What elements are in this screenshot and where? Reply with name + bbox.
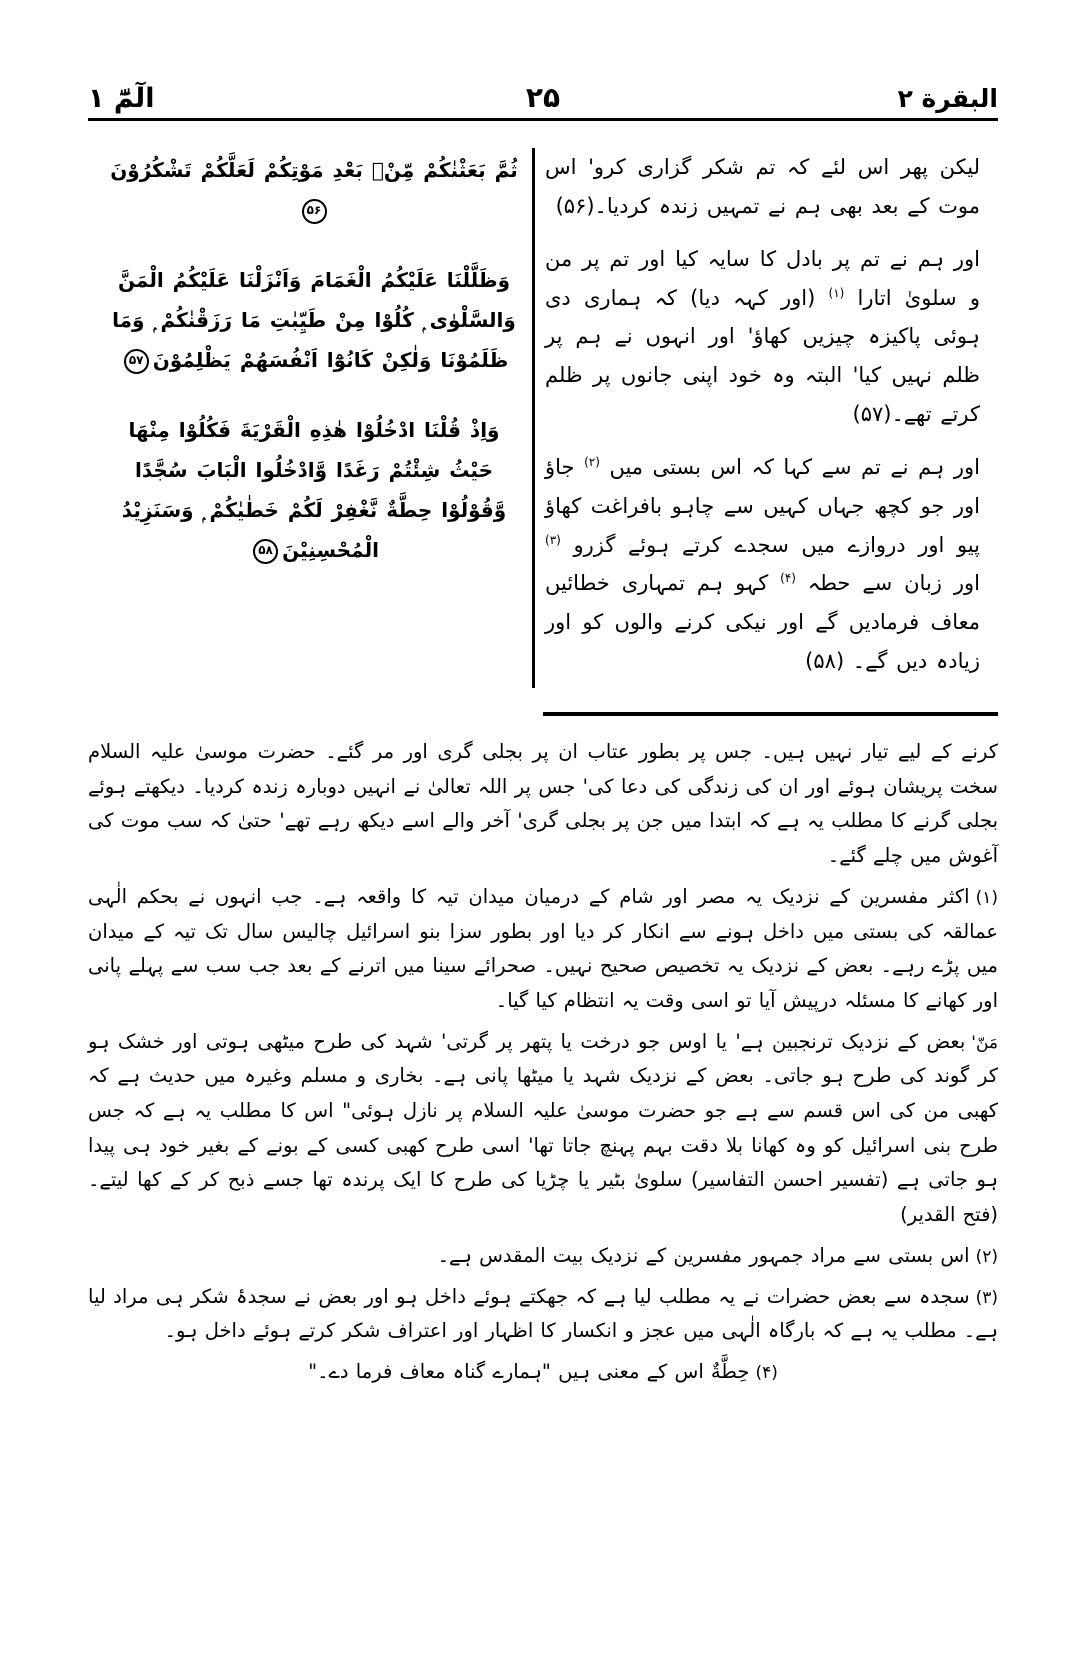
ayah-57	[106, 260, 522, 380]
commentary-section	[88, 735, 998, 1619]
footnote-marker-2: (۲)	[584, 454, 600, 469]
translation-56-text: لیکن پھر اس لئے کہ تم شکر گزاری کرو' اس موت کے بعد بھی ہم نے تمہیں زندہ کردیا۔(۵۶)	[545, 155, 980, 218]
translation-ayah-58	[545, 448, 980, 681]
ayah-56-text: ثُمَّ بَعَثْنٰكُمْ مِّنْۢ بَعْدِ مَوْتِكُمْ لَعَلَّكُمْ تَشْكُرُوْنَ	[110, 158, 518, 182]
note-1-marker: (۱)	[975, 887, 998, 908]
header-surah-label: البقرة ۲	[897, 84, 998, 114]
urdu-translation-column	[539, 140, 998, 695]
footnote-marker-3: (۳)	[545, 532, 561, 547]
commentary-note-1	[88, 880, 998, 1019]
note-2-marker: (۲)	[975, 1246, 998, 1267]
translation-58-text-a: اور ہم نے تم سے کہا کہ اس بستی میں	[609, 454, 980, 479]
translation-ayah-57	[545, 240, 980, 434]
ayah-58	[106, 410, 522, 570]
verse-translation-block	[88, 140, 998, 695]
note-3-marker: (۳)	[975, 1287, 998, 1308]
ayah-58-text: وَاِذْ قُلْنَا ادْخُلُوْا هٰذِهِ الْقَرْيَةَ فَكُلُوْا مِنْهَا حَيْثُ شِئْتُمْ رَغَدًا وَّادْخُلُوا الْبَابَ سُجَّدًا وَّقُوْلُوْا حِطَّةٌ نَّغْفِرْ لَكُمْ خَطٰيٰكُمْ ۭ وَسَنَزِيْدُ الْمُحْسِنِيْنَ	[121, 418, 507, 562]
commentary-note-3	[88, 1280, 998, 1349]
commentary-divider-rule	[543, 712, 998, 716]
commentary-intro-paragraph	[88, 735, 998, 874]
translation-58-text-d: کہو ہم تمہاری خطائیں معاف فرمادیں گے اور نیکی کرنے والوں کو اور زیادہ دیں گے۔ (۵۸)	[545, 571, 980, 674]
note-4-marker: (۴)	[755, 1362, 778, 1383]
ayah-56	[106, 150, 522, 230]
commentary-intro-text: کرنے کے لیے تیار نہیں ہیں۔ جس پر بطور عتاب ان پر بجلی گری اور مر گئے۔ حضرت موسیٰ علیہ السلام سخت پریشان ہوئے اور ان کی زندگی کی دعا کی' جس پر اللہ تعالیٰ نے انہیں دوبارہ زندہ کردیا۔ دیکھتے ہوئے بجلی گرنے کا مطلب یہ ہے کہ ابتدا میں جن پر بجلی گری' آخر والے اسے دیکھ رہے تھے' حتیٰ کہ سب موت کی آغوش میں چلے گئے۔	[88, 740, 998, 868]
footnote-marker-1: (۱)	[828, 285, 845, 300]
ayah-57-text: وَظَلَّلْنَا عَلَيْكُمُ الْغَمَامَ وَاَنْزَلْنَا عَلَيْكُمُ الْمَنَّ وَالسَّلْوٰى ۭ كُلُوْا مِنْ طَيِّبٰتِ مَا رَزَقْنٰكُمْ ۭ وَمَا ظَلَمُوْنَا وَلٰكِنْ كَانُوْٓا اَنْفُسَهُمْ يَظْلِمُوْنَ	[112, 268, 516, 372]
column-divider-rule	[532, 148, 535, 688]
note-mann-marker: مَنّ'	[971, 1032, 998, 1053]
note-1-text: اکثر مفسرین کے نزدیک یہ مصر اور شام کے درمیان میدان تیہ کا واقعہ ہے۔ جب انہوں نے بحکم الٰہی عمالقہ کی بستی میں داخل ہونے سے انکار کر دیا اور بطور سزا بنو اسرائیل چالیس سال تک تیہ کے میدان میں پڑے رہے۔ بعض کے نزدیک یہ تخصیص صحیح نہیں۔ صحرائے سینا میں اترنے کے بعد جب سب سے پہلے پانی اور کھانے کا مسئلہ درپیش آیا تو اسی وقت یہ انتظام کیا گیا۔	[88, 884, 998, 1012]
translation-58-text-c: اور زبان سے حطہ	[807, 571, 980, 596]
footnote-marker-4: (۴)	[780, 571, 796, 586]
page-header	[88, 62, 998, 114]
translation-57-text-b: (اور کہہ دیا) کہ ہماری دی ہوئی پاکیزہ چیزیں کھاؤ' اور انہوں نے ہم پر ظلم نہیں کیا' البتہ وہ خود اپنی جانوں پر ظلم کرتے تھے۔(۵۷)	[545, 285, 980, 427]
translation-58-text-b: جاؤ اور جو کچھ جہاں کہیں سے چاہو بافراغت کھاؤ پیو اور دروازے میں سجدے کرتے ہوئے گزرو	[545, 454, 980, 557]
commentary-note-2	[88, 1239, 998, 1274]
note-3-text: سجدہ سے بعض حضرات نے یہ مطلب لیا ہے کہ جھکتے ہوئے داخل ہو اور بعض نے سجدۂ شکر ہی مراد لیا ہے۔ مطلب یہ ہے کہ بارگاہ الٰہی میں عجز و انکسار کا اظہار اور اعتراف شکر کرتے ہوئے داخل ہو۔	[88, 1284, 998, 1343]
commentary-note-4	[88, 1355, 998, 1390]
note-2-text: اس بستی سے مراد جمہور مفسرین کے نزدیک بیت المقدس ہے۔	[437, 1243, 970, 1267]
note-4-text: حِطَّةٌ اس کے معنی ہیں "ہمارے گناہ معاف فرما دے۔"	[308, 1359, 750, 1383]
translation-ayah-56	[545, 148, 980, 226]
translation-57-text-a: اور ہم نے تم پر بادل کا سایہ کیا اور تم پر من و سلویٰ اتارا	[545, 246, 980, 310]
ayah-58-number: ۵۸	[253, 539, 278, 564]
page-number: ۲۵	[525, 81, 561, 114]
ayah-56-number: ۵۶	[302, 199, 327, 224]
arabic-verse-column	[88, 140, 528, 695]
note-mann-text: بعض کے نزدیک ترنجبین ہے' یا اوس جو درخت یا پتھر پر گرتی' شہد کی طرح میٹھی ہوتی اور خشک ہو کر گوند کی طرح ہو جاتی۔ بعض کے نزدیک شہد یا میٹھا پانی ہے۔ بخاری و مسلم وغیرہ میں حدیث ہے کہ کھبی من کی اس قسم سے ہے جو حضرت موسیٰ علیہ السلام پر نازل ہوئی" اس کا مطلب یہ ہے کہ جس طرح بنی اسرائیل کو وہ کھانا بلا دقت بہم پہنچ جاتا تھا' اسی طرح کھبی کسی کے بونے کے بغیر خود ہی پیدا ہو جاتی ہے (تفسیر احسن التفاسیر) سلویٰ بٹیر یا چڑیا کی طرح کا ایک پرندہ تھا جسے ذبح کر کے کھا لیتے۔ (فتح القدیر)	[88, 1029, 998, 1227]
header-juz-label: الٓمّٓ ۱	[88, 82, 155, 114]
commentary-note-mann	[88, 1025, 998, 1233]
header-divider-rule	[88, 118, 998, 121]
ayah-57-number: ۵۷	[124, 349, 149, 374]
